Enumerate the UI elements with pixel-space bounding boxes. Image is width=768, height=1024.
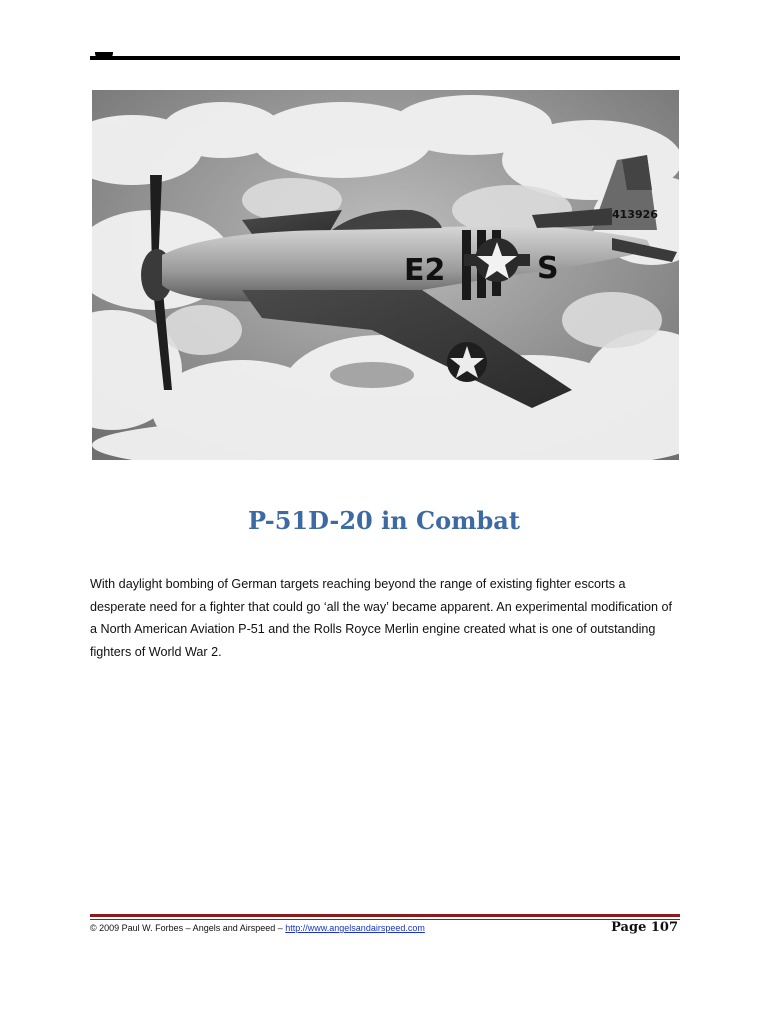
aircraft-photo: [92, 90, 679, 460]
footer-rule: [90, 914, 680, 917]
tail-number: 413926: [612, 208, 658, 221]
aircraft-photo-drawing: [92, 90, 679, 460]
fuselage-code: E2: [404, 253, 446, 288]
page-number: Page 107: [611, 920, 678, 935]
body-paragraph: With daylight bombing of German targets reaching beyond the range of existing fighter escorts a desperate need for a fighter that could go ‘all the way’ became apparent. An experimental modification of a North American Aviation P-51 and the Rolls Royce Merlin engine created what is one of outstanding fighters of World War 2.: [90, 577, 672, 659]
copyright-text: © 2009 Paul W. Forbes – Angels and Airspeed –: [90, 923, 286, 933]
page-title: P-51D-20 in Combat: [248, 506, 520, 535]
website-link[interactable]: http://www.angelsandairspeed.com: [285, 923, 425, 933]
footer-rule-thin: [90, 919, 680, 920]
fuselage-letter: S: [537, 251, 559, 286]
header-rule: [90, 56, 680, 60]
footer-copyright: [90, 923, 425, 933]
